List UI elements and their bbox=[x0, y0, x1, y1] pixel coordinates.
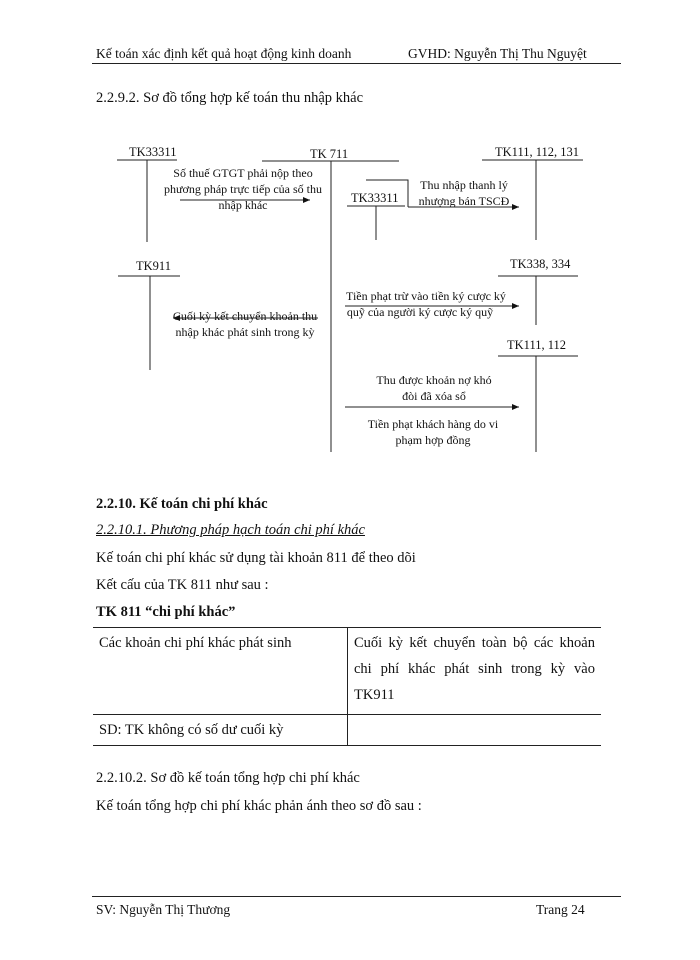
vat-line-3: nhập khác bbox=[218, 198, 268, 212]
income-diagram bbox=[0, 0, 700, 470]
penalty-deposit-line-1: Tiền phạt trừ vào tiền ký cược ký bbox=[346, 289, 506, 303]
label-tk111-112-131: TK111, 112, 131 bbox=[495, 145, 580, 159]
label-tk33311-top: TK33311 bbox=[129, 145, 177, 159]
section-heading-2292: 2.2.9.2. Sơ đồ tổng hợp kế toán thu nhập khác bbox=[96, 90, 364, 106]
section-heading-22102: 2.2.10.2. Sơ đồ kế toán tổng hợp chi phí khác bbox=[96, 770, 360, 786]
paragraph-summary-diagram: Kế toán tổng hợp chi phí khác phản ánh theo sơ đồ sau : bbox=[96, 798, 422, 814]
table-debit-1: Các khoản chi phí khác phát sinh bbox=[93, 628, 348, 715]
penalty-customer-line-1: Tiền phạt khách hàng do vi bbox=[367, 417, 499, 431]
footer-page-number: Trang 24 bbox=[536, 902, 585, 917]
closing-line-2: nhập khác phát sinh trong kỳ bbox=[175, 325, 315, 339]
footer-rule bbox=[92, 896, 621, 897]
vat-line-1: Số thuế GTGT phải nộp theo bbox=[173, 166, 313, 180]
table-credit-2 bbox=[348, 715, 602, 746]
tk811-title: TK 811 “chi phí khác” bbox=[96, 604, 236, 620]
penalty-customer-line-2: phạm hợp đồng bbox=[395, 433, 471, 447]
paragraph-tk811-structure: Kết cấu của TK 811 như sau : bbox=[96, 577, 269, 593]
table-row bbox=[93, 715, 601, 746]
header-supervisor: GVHD: Nguyễn Thị Thu Nguyệt bbox=[408, 46, 587, 61]
label-tk338-334: TK338, 334 bbox=[510, 257, 571, 271]
table-row bbox=[93, 628, 601, 715]
label-tk911: TK911 bbox=[136, 259, 171, 273]
tk811-table bbox=[93, 627, 601, 746]
vat-line-2: phương pháp trực tiếp của số thu bbox=[164, 182, 322, 196]
footer-student: SV: Nguyễn Thị Thương bbox=[96, 902, 231, 917]
table-debit-2: SD: TK không có số dư cuối kỳ bbox=[93, 715, 348, 746]
label-tk111-112: TK111, 112 bbox=[507, 338, 567, 352]
label-tk711: TK 711 bbox=[310, 147, 349, 161]
paragraph-tk811-usage: Kế toán chi phí khác sử dụng tài khoản 811 để theo dõi bbox=[96, 550, 416, 566]
closing-line-1: Cuối kỳ kết chuyển khoản thu bbox=[172, 309, 318, 323]
bad-debt-line-2: đòi đã xóa sổ bbox=[402, 389, 466, 403]
bad-debt-line-1: Thu được khoản nợ khó bbox=[376, 373, 492, 387]
liquidation-line-2: nhượng bán TSCĐ bbox=[418, 194, 510, 208]
section-heading-22101: 2.2.10.1. Phương pháp hạch toán chi phí khác bbox=[96, 522, 365, 538]
label-tk33311-inner: TK33311 bbox=[351, 191, 399, 205]
penalty-deposit-line-2: quỹ của người ký cược ký quỹ bbox=[346, 305, 494, 319]
table-credit-1: Cuối kỳ kết chuyển toàn bộ các khoản chi phí khác phát sinh trong kỳ vào TK911 bbox=[348, 628, 602, 715]
section-heading-2210: 2.2.10. Kế toán chi phí khác bbox=[96, 496, 268, 512]
header-title: Kế toán xác định kết quả hoạt động kinh doanh bbox=[96, 46, 352, 61]
liquidation-line-1: Thu nhập thanh lý bbox=[420, 178, 508, 192]
